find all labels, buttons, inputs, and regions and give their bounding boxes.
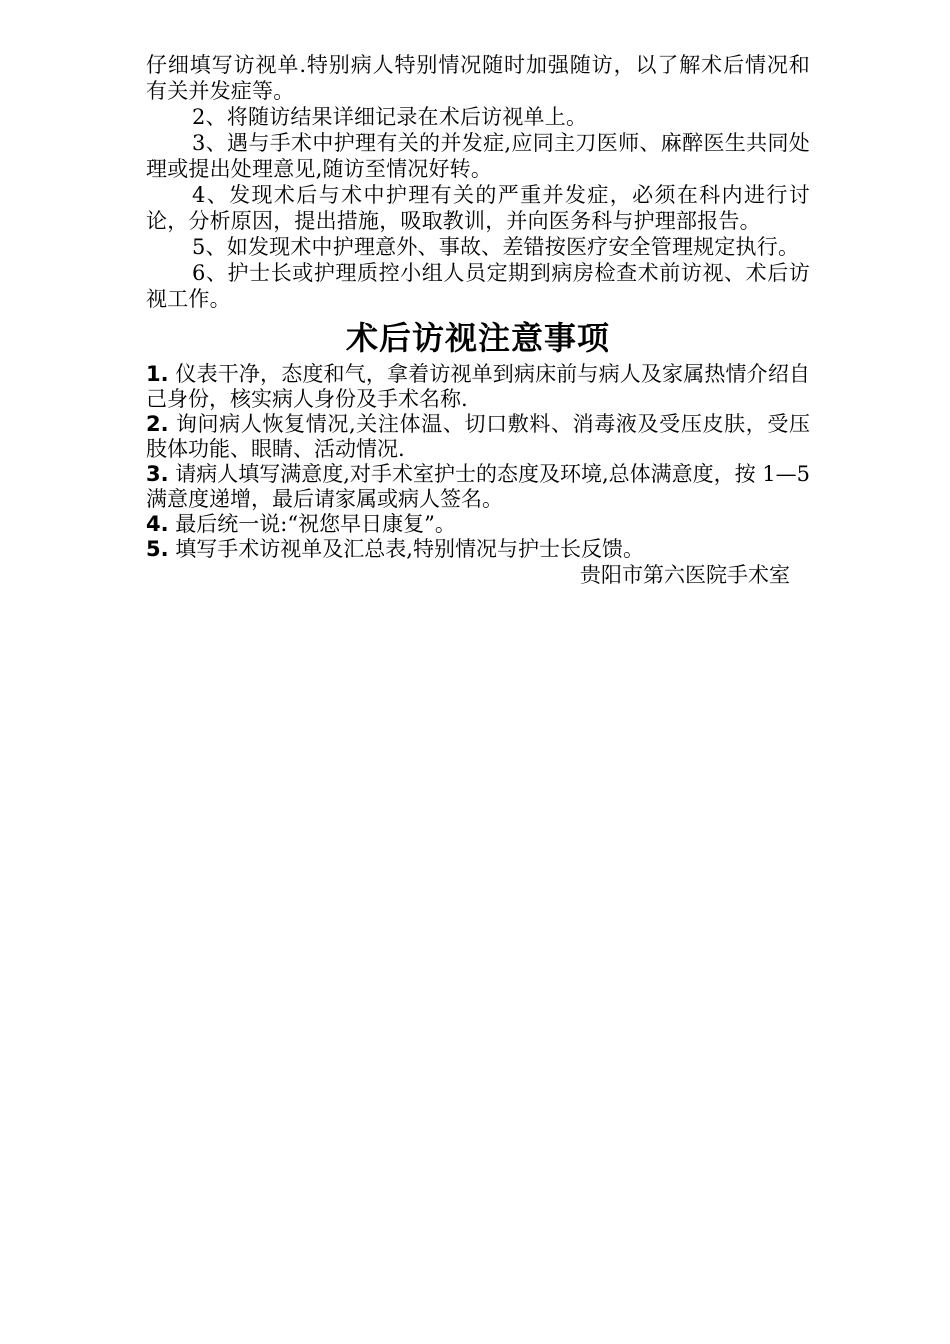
note-text: 填写手术访视单及汇总表,特别情况与护士长反馈。 (168, 537, 644, 561)
rule-continuation: 仔细填写访视单.特别病人特别情况随时加强随访，以了解术后情况和有关并发症等。 (146, 53, 810, 103)
note-text: 询问病人恢复情况,关注体温、切口敷料、消毒液及受压皮肤，受压肢体功能、眼睛、活动情况. (146, 412, 810, 461)
document-page (146, 52, 810, 588)
note-number: 5. (146, 537, 169, 561)
note-item-1 (146, 362, 810, 412)
note-number: 2. (146, 412, 169, 436)
rule-item-5: 5、如发现术中护理意外、事故、差错按医疗安全管理规定执行。 (192, 235, 800, 259)
rule-item-4: 4、发现术后与术中护理有关的严重并发症，必须在科内进行讨论，分析原因，提出措施，吸取教训，并向医务科与护理部报告。 (146, 183, 810, 233)
note-item-2 (146, 412, 810, 462)
note-text: 请病人填写满意度,对手术室护士的态度及环境,总体满意度，按 1—5 满意度递增，最后请家属或病人签名。 (146, 462, 811, 511)
note-number: 4. (146, 512, 169, 536)
note-text: 仪表干净，态度和气，拿着访视单到病床前与病人及家属热情介绍自己身份，核实病人身份及手术名称. (146, 362, 810, 411)
note-number: 1. (146, 362, 169, 386)
note-item-5 (146, 537, 810, 562)
note-item-3 (146, 462, 810, 512)
rule-item-6: 6、护士长或护理质控小组人员定期到病房检查术前访视、术后访视工作。 (146, 261, 810, 311)
signature: 贵阳市第六医院手术室 (580, 563, 790, 587)
section-title: 术后访视注意事项 (345, 319, 610, 357)
rule-item-2: 2、将随访结果详细记录在术后访视单上。 (192, 105, 588, 129)
note-text: 最后统一说:“祝您早日康复”。 (168, 512, 456, 536)
rule-item-3: 3、遇与手术中护理有关的并发症,应同主刀医师、麻醉医生共同处理或提出处理意见,随访至情况好转。 (146, 131, 810, 181)
note-number: 3. (146, 462, 169, 486)
note-item-4 (146, 512, 810, 537)
